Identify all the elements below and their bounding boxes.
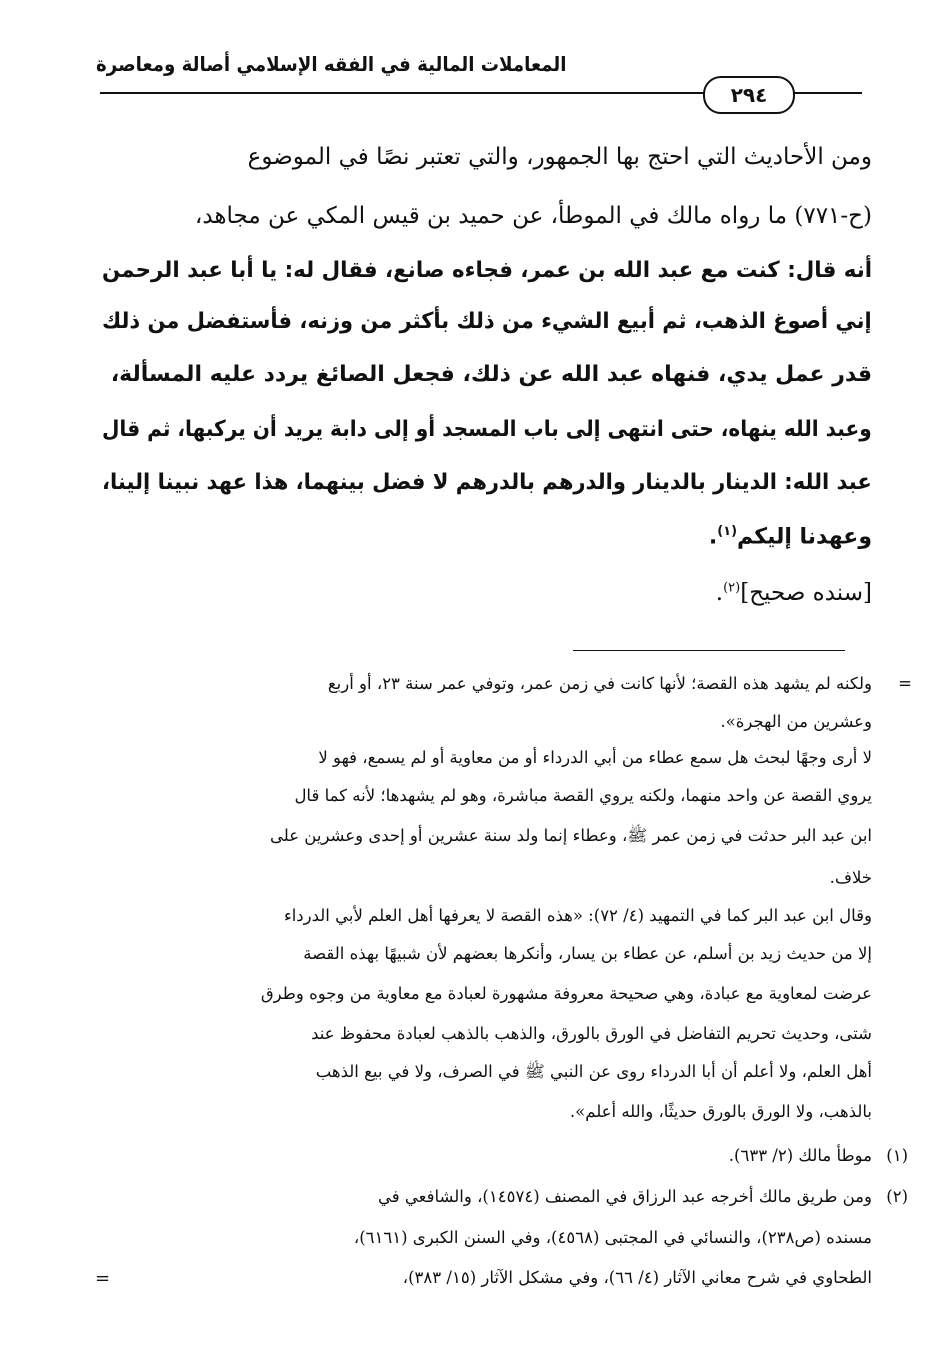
- footnote-block3-line-2: إلا من حديث زيد بن أسلم، عن عطاء بن يسار، وأنكرها بعضهم لأن شبيهًا بهذه القصة: [303, 944, 872, 963]
- main-line-1: ومن الأحاديث التي احتج بها الجمهور، والتي تعتبر نصًا في الموضوع: [247, 144, 872, 170]
- footnote-2-marker: (٢): [886, 1187, 908, 1206]
- end-continuation-marker: =: [95, 1268, 111, 1289]
- footnote-ref-2: (٢): [723, 580, 741, 596]
- footnote-block3-line-3: عرضت لمعاوية مع عبادة، وهي صحيحة معروفة مشهورة لعبادة مع معاوية من وجوه وطرق: [260, 984, 872, 1003]
- footnote-block2-line-1: لا أرى وجهًا لبحث هل سمع عطاء من أبي الدرداء أو من معاوية أو لم يسمع، فهو لا: [318, 748, 872, 767]
- footnote-2-line-2: مسنده (ص٢٣٨)، والنسائي في المجتبى (٤٥٦٨)، وفي السنن الكبرى (٦١٦١)،: [353, 1228, 872, 1247]
- main-line-3: أنه قال: كنت مع عبد الله بن عمر، فجاءه صانع، فقال له: يا أبا عبد الرحمن: [101, 258, 872, 283]
- running-header-title: المعاملات المالية في الفقه الإسلامي أصالة ومعاصرة: [95, 52, 566, 76]
- main-line-4: إني أصوغ الذهب، ثم أبيع الشيء من ذلك بأكثر من وزنه، فأستفضل من ذلك: [102, 309, 872, 334]
- footnote-block3-line-5: أهل العلم، ولا أعلم أن أبا الدرداء روى عن النبي ﷺ في الصرف، ولا في بيع الذهب: [315, 1062, 872, 1081]
- main-line-8: [709, 524, 872, 549]
- footnote-2-line-1: ومن طريق مالك أخرجه عبد الرزاق في المصنف (١٤٥٧٤)، والشافعي في: [378, 1187, 872, 1206]
- hadith-grade-end: .: [715, 580, 724, 606]
- footnote-block2-line-4: خلاف.: [829, 868, 872, 887]
- continuation-marker: =: [898, 674, 912, 693]
- footnote-block3-line-1: وقال ابن عبد البر كما في التمهيد (٤/ ٧٢): «هذه القصة لا يعرفها أهل العلم لأبي الدرداء: [283, 906, 872, 925]
- footnote-1-marker: (١): [886, 1146, 908, 1165]
- main-line-2: [195, 203, 872, 229]
- footnote-block1-line-1: ولكنه لم يشهد هذه القصة؛ لأنها كانت في زمن عمر، وتوفي عمر سنة ٢٣، أو أربع: [327, 674, 872, 693]
- page-number-badge: ٢٩٤: [703, 76, 795, 114]
- footnote-block3-line-6: بالذهب، ولا الورق بالورق حديثًا، والله أعلم».: [569, 1102, 872, 1121]
- footnote-block2-line-2: يروي القصة عن واحد منهما، ولكنه يروي القصة مباشرة، وهو لم يشهدها؛ لأنه كما قال: [294, 786, 872, 805]
- footnote-ref-1: (١): [717, 524, 738, 539]
- footnote-2-line-3: الطحاوي في شرح معاني الآثار (٤/ ٦٦)، وفي مشكل الآثار (١٥/ ٣٨٣)،: [402, 1268, 872, 1287]
- main-line-6: وعبد الله ينهاه، حتى انتهى إلى باب المسجد أو إلى دابة يريد أن يركبها، ثم قال: [102, 417, 872, 442]
- main-line-8-text: وعهدنا إليكم: [737, 524, 872, 550]
- footnote-block2-line-3: ابن عبد البر حدثت في زمن عمر ﷺ، وعطاء إنما ولد سنة عشرين أو إحدى وعشرين على: [269, 826, 872, 845]
- footnote-1-text: موطأ مالك (٢/ ٦٣٣).: [728, 1146, 872, 1165]
- footnote-separator: [573, 650, 845, 651]
- main-line-5: قدر عمل يدي، فنهاه عبد الله عن ذلك، فجعل الصائغ يردد عليه المسألة،: [110, 362, 872, 387]
- main-line-2-text: (ح-٧٧١) ما رواه مالك في الموطأ، عن حميد بن قيس المكي عن مجاهد،: [194, 203, 872, 229]
- main-line-8-end: .: [708, 524, 718, 550]
- footnote-block3-line-4: شتى، وحديث تحريم التفاضل في الورق بالورق، والذهب بالذهب لعبادة محفوظ عند: [311, 1024, 872, 1043]
- hadith-grade: [716, 580, 872, 606]
- hadith-grade-text: [سنده صحيح]: [740, 580, 872, 606]
- main-line-7: عبد الله: الدينار بالدينار والدرهم بالدرهم لا فضل بينهما، هذا عهد نبينا إلينا،: [102, 470, 872, 495]
- footnote-block1-line-2: وعشرين من الهجرة».: [720, 712, 872, 731]
